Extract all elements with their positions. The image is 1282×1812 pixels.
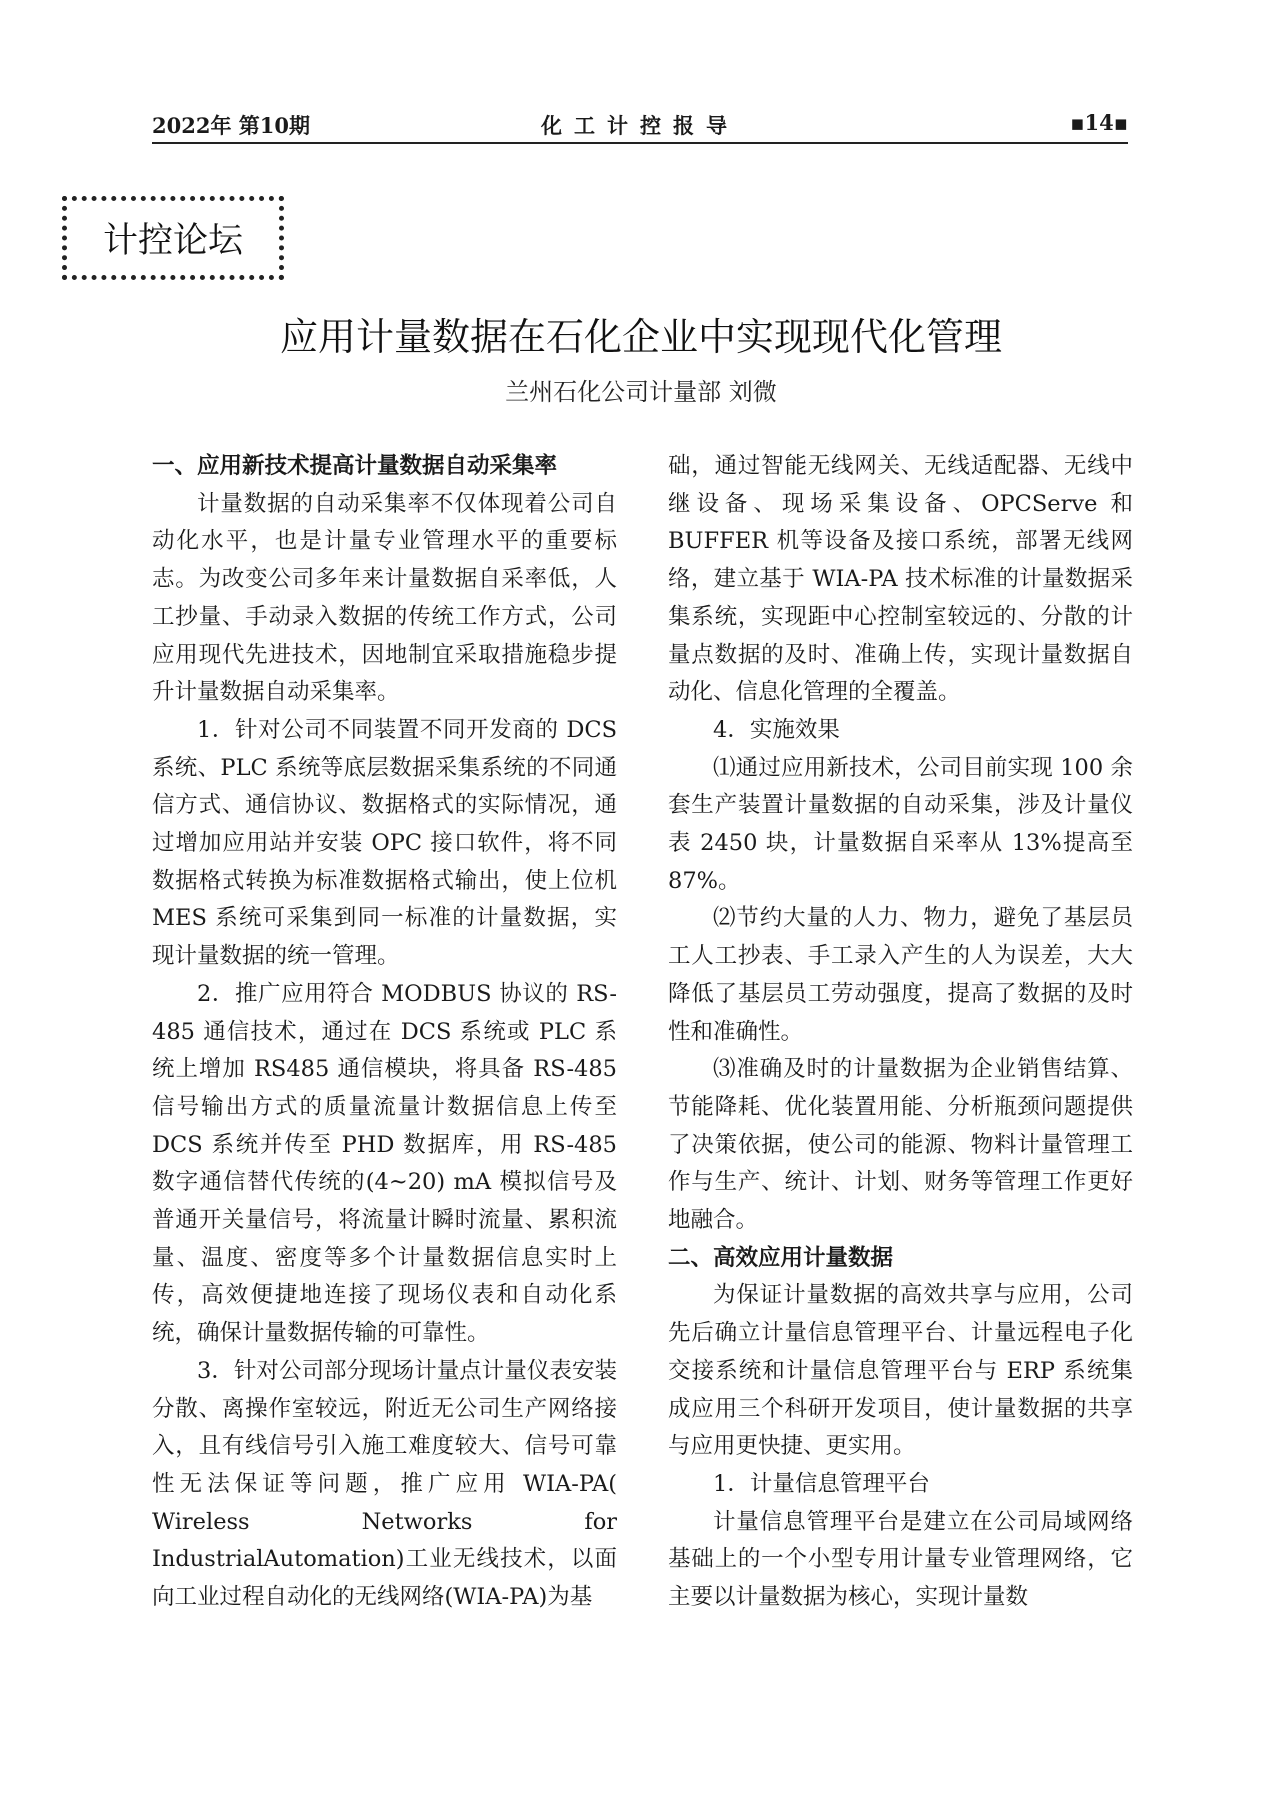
- body-paragraph: 为保证计量数据的高效共享与应用，公司先后确立计量信息管理平台、计量远程电子化交接系统和计量信息管理平台与 ERP 系统集成应用三个科研开发项目，使计量数据的共享与应用更快捷、更实用。: [668, 1282, 1133, 1460]
- right-column: [668, 448, 1133, 1617]
- body-paragraph: 3．针对公司部分现场计量点计量仪表安装分散、离操作室较远，附近无公司生产网络接入，且有线信号引入施工难度较大、信号可靠性无法保证等问题，推广应用 WIA-PA( Wireless Networks for IndustrialAutomation)工业无线技术，以面向工业过程自动化的无线网络(WIA-PA)为基: [152, 1357, 617, 1611]
- article-title: 应用计量数据在石化企业中实现现代化管理: [279, 315, 1002, 359]
- section-heading: 一、应用新技术提高计量数据自动采集率: [152, 453, 558, 479]
- body-paragraph: ⑵节约大量的人力、物力，避免了基层员工人工抄表、手工录入产生的人为误差，大大降低了基层员工劳动强度，提高了数据的及时性和准确性。: [668, 905, 1133, 1045]
- issue-label: 2022年 第10期: [152, 113, 310, 138]
- body-paragraph: 计量信息管理平台是建立在公司局域网络基础上的一个小型专用计量专业管理网络，它主要以计量数据为核心，实现计量数: [668, 1508, 1133, 1611]
- article-author: 兰州石化公司计量部 刘微: [505, 378, 777, 406]
- body-paragraph: 2．推广应用符合 MODBUS 协议的 RS-485 通信技术，通过在 DCS 系统或 PLC 系统上增加 RS485 通信模块，将具备 RS-485 信号输出方式的质量流量计数据信息上传至 DCS 系统并传至 PHD 数据库，用 RS-485 数字通信替代传统的(4~20) mA 模拟信号及普通开关量信号，将流量计瞬时流量、累积流量、温度、密度等多个计量数据信息实时上传，高效便捷地连接了现场仪表和自动化系统，确保计量数据传输的可靠性。: [152, 980, 617, 1347]
- page-number: ▪14▪: [1070, 110, 1128, 135]
- subheading: 1．计量信息管理平台: [713, 1470, 930, 1497]
- section-label-box: [62, 196, 284, 280]
- body-paragraph: ⑴通过应用新技术，公司目前实现 100 余套生产装置计量数据的自动采集，涉及计量仪表 2450 块，计量数据自采率从 13%提高至 87%。: [668, 754, 1133, 894]
- section-heading: 二、高效应用计量数据: [668, 1244, 894, 1271]
- body-paragraph: 1．针对公司不同装置不同开发商的 DCS 系统、PLC 系统等底层数据采集系统的不同通信方式、通信协议、数据格式的实际情况，通过增加应用站并安装 OPC 接口软件，将不同数据格式转换为标准数据格式输出，使上位机 MES 系统可采集到同一标准的计量数据，实现计量数据的统一管理。: [152, 716, 617, 970]
- subheading: 4．实施效果: [713, 716, 840, 743]
- left-column: [152, 448, 617, 1617]
- body-paragraph: 础，通过智能无线网关、无线适配器、无线中继设备、现场采集设备、OPCServe 和 BUFFER 机等设备及接口系统，部署无线网络，建立基于 WIA-PA 技术标准的计量数据采集系统，实现距中心控制室较远的、分散的计量点数据的及时、准确上传，实现计量数据自动化、信息化管理的全覆盖。: [668, 453, 1133, 706]
- journal-name: 化工计控报导: [541, 113, 739, 138]
- body-paragraph: 计量数据的自动采集率不仅体现着公司自动化水平，也是计量专业管理水平的重要标志。为改变公司多年来计量数据自采率低，人工抄量、手动录入数据的传统工作方式，公司应用现代先进技术，因地制宜采取措施稳步提升计量数据自动采集率。: [152, 490, 617, 706]
- running-header: [152, 108, 1128, 144]
- section-label: 计控论坛: [102, 221, 243, 261]
- body-paragraph: ⑶准确及时的计量数据为企业销售结算、节能降耗、优化装置用能、分析瓶颈问题提供了决策依据，使公司的能源、物料计量管理工作与生产、统计、计划、财务等管理工作更好地融合。: [668, 1056, 1133, 1234]
